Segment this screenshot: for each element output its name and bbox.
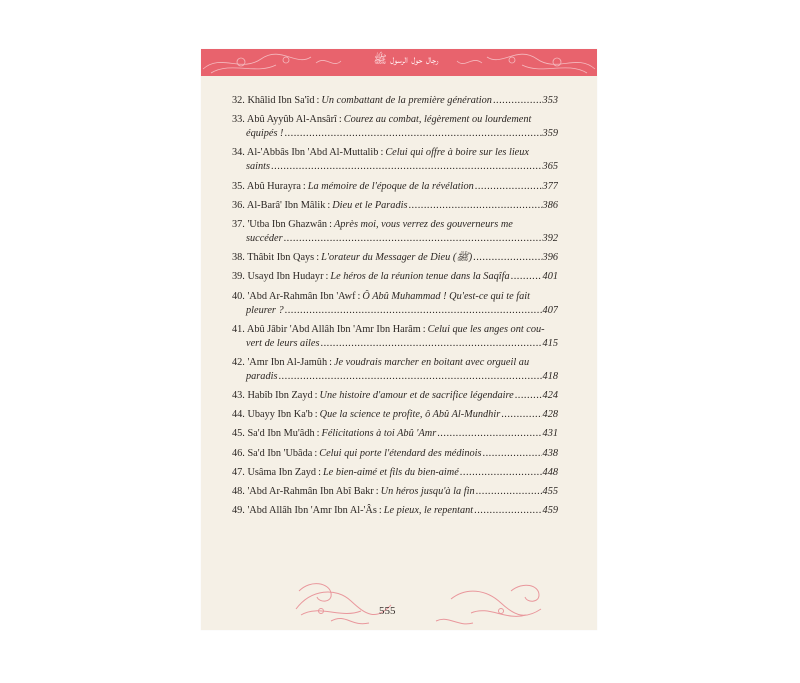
chapter-title-continued: succéder (246, 232, 283, 244)
dot-leader (284, 127, 541, 141)
toc-entry-line (232, 356, 558, 370)
chapter-title: Le héros de la réunion tenue dans la Saqîfa (330, 271, 510, 283)
dot-leader (493, 94, 542, 108)
page-reference: 396 (542, 252, 558, 264)
toc-entry (232, 485, 558, 499)
companion-name: 33. Abû Ayyûb Al-Ansârî (232, 114, 337, 126)
toc-entry (232, 94, 558, 108)
separator-colon: : (422, 323, 426, 335)
companion-name: 32. Khâlid Ibn Sa'îd (232, 95, 315, 106)
companion-name: 43. Habîb Ibn Zayd (232, 390, 313, 402)
page-reference: 386 (542, 199, 558, 211)
page-reference: 401 (542, 271, 558, 283)
toc-entry-line (232, 290, 558, 304)
page-reference: 365 (542, 161, 558, 173)
running-title: رجال حول الرسول ﷺ (373, 53, 439, 66)
page-number: 555 (379, 605, 396, 617)
chapter-title: Je voudrais marcher en boitant avec orgueil au (333, 356, 530, 368)
companion-name: 34. Al-'Abbâs Ibn 'Abd Al-Muttalib (232, 147, 379, 159)
toc-entry (232, 389, 558, 403)
toc-entry-line (232, 113, 558, 127)
page-reference: 459 (542, 505, 558, 517)
chapter-title: Ô Abû Muhammad ! Qu'est-ce qui te fait (362, 290, 530, 302)
chapter-title-continued: paradis (246, 370, 278, 382)
toc-entry-line (232, 389, 558, 403)
toc-entry (232, 408, 558, 422)
dot-leader (473, 251, 541, 265)
page-reference: 415 (542, 337, 558, 349)
companion-name: 46. Sa'd Ibn 'Ubâda (232, 447, 313, 459)
dot-leader (474, 504, 541, 518)
page-reference: 438 (542, 447, 558, 459)
dot-leader (321, 337, 542, 351)
toc-entry-line (232, 251, 558, 265)
toc-entry-continuation (232, 304, 558, 318)
toc-entry-line (232, 447, 558, 461)
page-reference: 359 (542, 128, 558, 140)
toc-entry-line (232, 504, 558, 518)
dot-leader (515, 389, 542, 403)
toc-entry-line (232, 218, 558, 232)
page-reference: 392 (542, 232, 558, 244)
toc-entry-line (232, 270, 558, 284)
toc-entry (232, 447, 558, 461)
page-reference: 455 (542, 486, 558, 497)
separator-colon: : (327, 199, 331, 211)
dot-leader (475, 180, 542, 194)
companion-name: 40. 'Abd Ar-Rahmân Ibn 'Awf (232, 290, 356, 302)
page-reference: 418 (542, 370, 558, 382)
chapter-title: Un héros jusqu'à la fin (380, 486, 475, 497)
page-reference: 448 (542, 466, 558, 478)
toc-entry (232, 199, 558, 213)
chapter-title: Après moi, vous verrez des gouverneurs me (333, 218, 513, 230)
page-reference: 377 (542, 180, 558, 192)
page-reference: 353 (542, 95, 558, 106)
book-page (201, 49, 597, 630)
page-reference: 407 (542, 304, 558, 316)
dot-leader (408, 199, 541, 213)
dot-leader (511, 270, 542, 284)
toc-entry-continuation (232, 337, 558, 351)
chapter-title: Que la science te profite, ô Abû Al-Mundhir (319, 409, 501, 421)
companion-name: 41. Abû Jâbir 'Abd Allâh Ibn 'Amr Ibn Harâm (232, 323, 421, 335)
companion-name: 45. Sa'd Ibn Mu'âdh (232, 428, 315, 440)
separator-colon: : (380, 147, 384, 159)
chapter-title: La mémoire de l'époque de la révélation (307, 180, 474, 192)
dot-leader (437, 427, 541, 441)
dot-leader (483, 447, 542, 461)
toc-entry-line (232, 94, 558, 108)
separator-colon: : (314, 447, 318, 459)
page-reference: 431 (542, 428, 558, 440)
dot-leader (271, 160, 542, 174)
chapter-title: Celui qui porte l'étendard des médinois (319, 447, 482, 459)
toc-entry-line (232, 180, 558, 194)
toc-entry-line (232, 408, 558, 422)
toc-entry (232, 218, 558, 246)
companion-name: 37. 'Utba Ibn Ghazwân (232, 218, 328, 230)
dot-leader (285, 304, 542, 318)
chapter-title: Une histoire d'amour et de sacrifice légendaire (319, 390, 514, 402)
companion-name: 47. Usâma Ibn Zayd (232, 466, 317, 478)
separator-colon: : (316, 428, 320, 440)
separator-colon: : (314, 409, 318, 421)
companion-name: 38. Thâbit Ibn Qays (232, 252, 315, 264)
toc-entry (232, 504, 558, 518)
companion-name: 44. Ubayy Ibn Ka'b (232, 409, 313, 421)
dot-leader (284, 232, 542, 246)
chapter-title: Le bien-aimé et fils du bien-aimé (322, 466, 459, 478)
companion-name: 49. 'Abd Allâh Ibn 'Amr Ibn Al-'Âs (232, 505, 377, 517)
page-reference: 424 (542, 390, 558, 402)
toc-entry-continuation (232, 127, 558, 141)
chapter-title: L'orateur du Messager de Dieu (ﷺ) (321, 252, 473, 264)
separator-colon: : (357, 290, 361, 302)
separator-colon: : (375, 486, 379, 497)
chapter-title-continued: vert de leurs ailes (246, 337, 320, 349)
chapter-title-continued: saints (246, 161, 271, 173)
separator-colon: : (318, 466, 321, 478)
page-reference: 428 (542, 409, 558, 421)
toc-entry-line (232, 485, 558, 499)
toc-entry (232, 356, 558, 384)
floral-ornament-icon (201, 569, 597, 630)
toc-entry (232, 146, 558, 174)
chapter-title: Un combattant de la première génération (321, 95, 492, 106)
chapter-title: Dieu et le Paradis (332, 199, 408, 211)
toc-entry-line (232, 466, 558, 480)
toc-entry-line (232, 427, 558, 441)
toc-entry (232, 251, 558, 265)
header-ornament-band (201, 49, 597, 76)
toc-entry (232, 466, 558, 480)
separator-colon: : (325, 271, 329, 283)
chapter-title: Courez au combat, légèrement ou lourdement (343, 114, 532, 126)
companion-name: 42. 'Amr Ibn Al-Jamûh (232, 356, 328, 368)
chapter-title: Félicitations à toi Abû 'Amr (321, 428, 437, 440)
companion-name: 36. Al-Barâ' Ibn Mâlik (232, 199, 326, 211)
toc-entry-continuation (232, 160, 558, 174)
dot-leader (476, 485, 542, 499)
toc-entry (232, 290, 558, 318)
separator-colon: : (302, 180, 306, 192)
dot-leader (460, 466, 542, 480)
separator-colon: : (329, 218, 332, 230)
toc-entry (232, 323, 558, 351)
chapter-title: Le pieux, le repentant (383, 505, 474, 517)
chapter-title: Celui que les anges ont cou- (427, 323, 545, 335)
dot-leader (501, 408, 541, 422)
toc-entry-line (232, 199, 558, 213)
toc-entry-line (232, 323, 558, 337)
toc-entry (232, 180, 558, 194)
toc-entry (232, 427, 558, 441)
table-of-contents (232, 94, 558, 523)
toc-entry-continuation (232, 232, 558, 246)
separator-colon: : (316, 95, 320, 106)
separator-colon: : (378, 505, 382, 517)
separator-colon: : (338, 114, 342, 126)
separator-colon: : (316, 252, 320, 264)
toc-entry (232, 270, 558, 284)
companion-name: 39. Usayd Ibn Hudayr (232, 271, 324, 283)
chapter-title-continued: pleurer ? (246, 304, 284, 316)
toc-entry-continuation (232, 370, 558, 384)
companion-name: 35. Abû Hurayra (232, 180, 301, 192)
chapter-title-continued: équipés ! (246, 128, 284, 140)
companion-name: 48. 'Abd Ar-Rahmân Ibn Abî Bakr (232, 486, 374, 497)
chapter-title: Celui qui offre à boire sur les lieux (385, 147, 529, 159)
toc-entry (232, 113, 558, 141)
separator-colon: : (314, 390, 318, 402)
toc-entry-line (232, 146, 558, 160)
separator-colon: : (329, 356, 332, 368)
dot-leader (278, 370, 541, 384)
